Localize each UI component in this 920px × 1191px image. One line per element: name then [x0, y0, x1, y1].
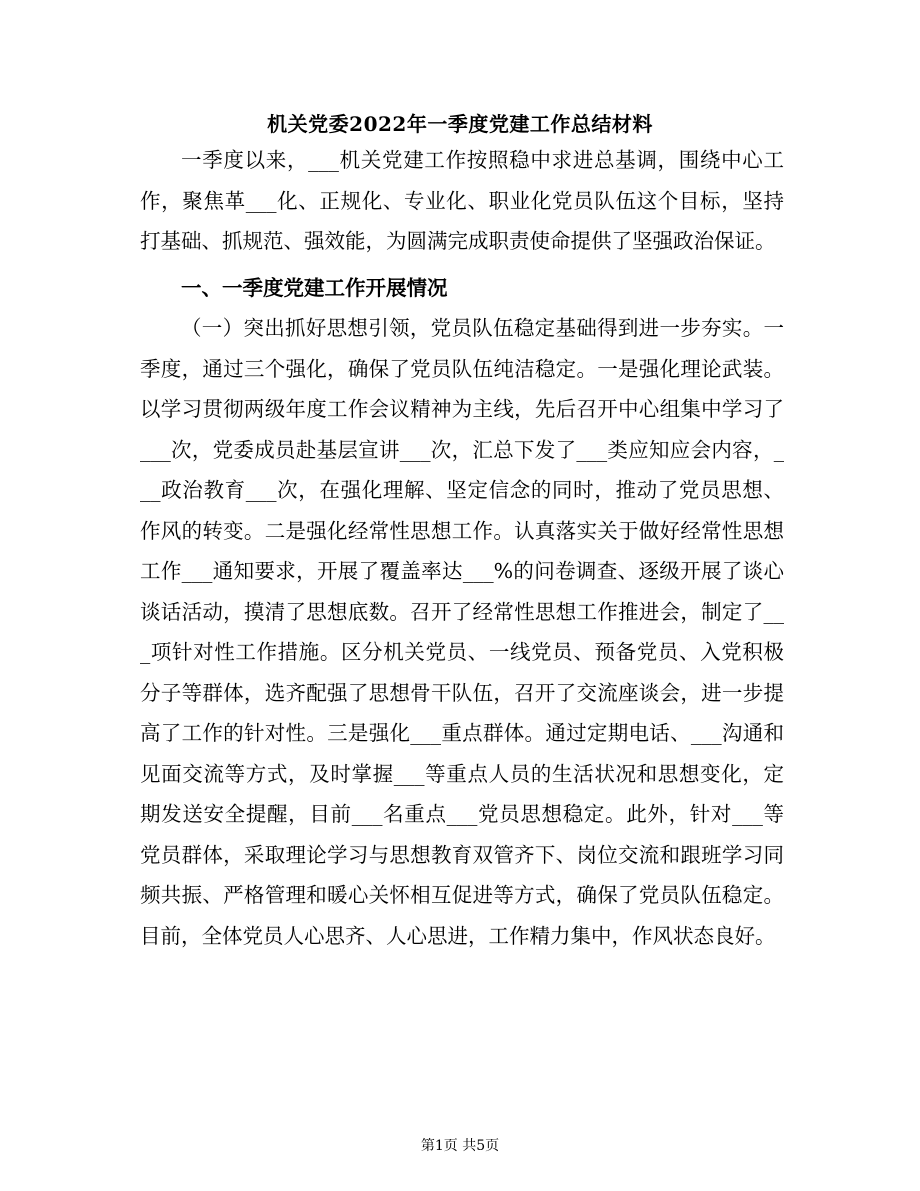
- section-heading: 一、一季度党建工作开展情况: [181, 275, 448, 300]
- page-indicator: 第1页 共5页: [420, 1138, 500, 1154]
- document-body: [140, 140, 784, 956]
- body-paragraph: （一）突出抓好思想引领，党员队伍稳定基础得到进一步夯实。一季度，通过三个强化，确保了党员队伍纯洁稳定。一是强化理论武装。以学习贯彻两级年度工作会议精神为主线，先后召开中心组集中学习了___次，党委成员赴基层宣讲___次，汇总下发了___类应知应会内容，___政治教育___次，在强化理解、坚定信念的同时，推动了党员思想、作风的转变。二是强化经常性思想工作。认真落实关于做好经常性思想工作___通知要求，开展了覆盖率达___%的问卷调查、逐级开展了谈心谈话活动，摸清了思想底数。召开了经常性思想工作推进会，制定了___项针对性工作措施。区分机关党员、一线党员、预备党员、入党积极分子等群体，选齐配强了思想骨干队伍，召开了交流座谈会，进一步提高了工作的针对性。三是强化___重点群体。通过定期电话、___沟通和见面交流等方式，及时掌握___等重点人员的生活状况和思想变化，定期发送安全提醒，目前___名重点___党员思想稳定。此外，针对___等党员群体，采取理论学习与思想教育双管齐下、岗位交流和跟班学习同频共振、严格管理和暖心关怀相互促进等方式，确保了党员队伍稳定。目前，全体党员人心思齐、人心思进，工作精力集中，作风状态良好。: [140, 316, 784, 948]
- intro-paragraph: 一季度以来，___机关党建工作按照稳中求进总基调，围绕中心工作，聚焦革___化、正规化、专业化、职业化党员队伍这个目标，坚持打基础、抓规范、强效能，为圆满完成职责使命提供了坚强政治保证。: [140, 148, 784, 253]
- document-title: 机关党委2022年一季度党建工作总结材料: [267, 112, 653, 136]
